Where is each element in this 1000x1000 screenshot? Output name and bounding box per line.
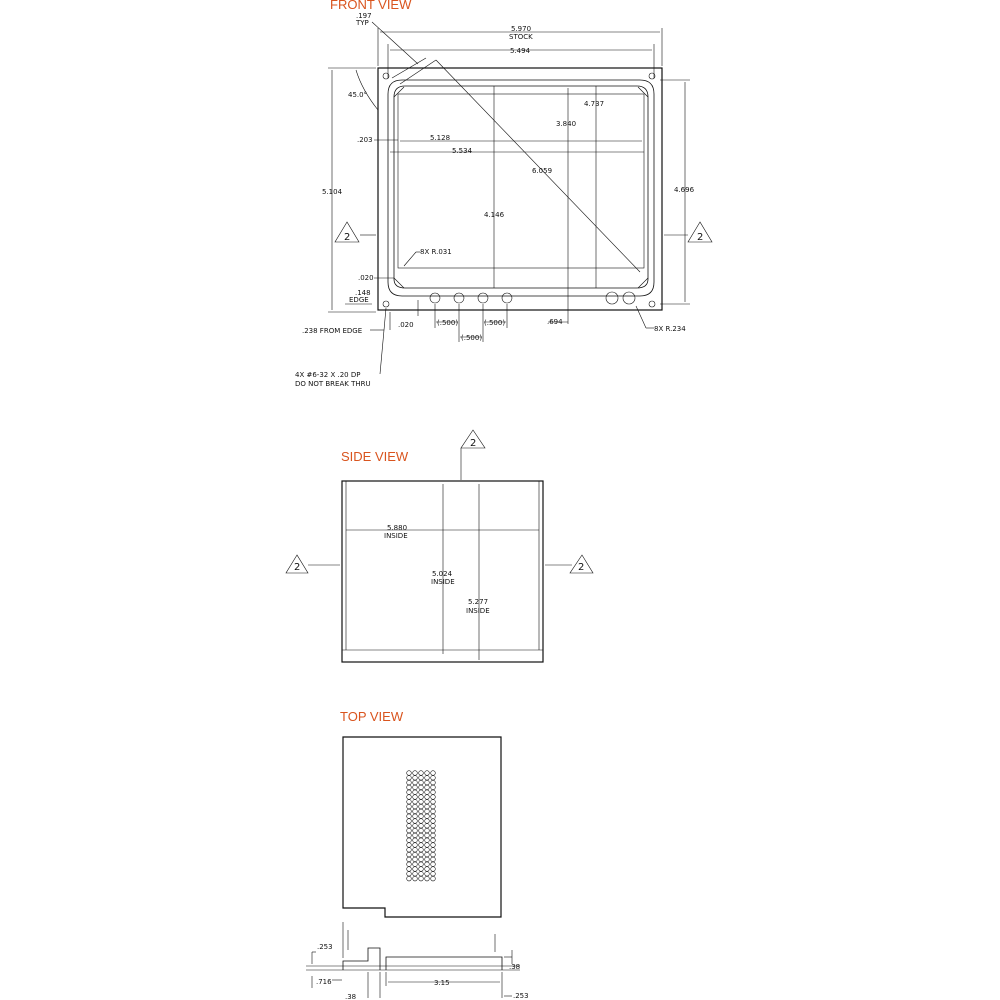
grid-hole [431, 771, 436, 776]
grid-hole [419, 848, 424, 853]
dim-4737: 4.737 [584, 100, 605, 108]
dim-6059: 6.059 [532, 167, 553, 175]
grid-hole [431, 876, 436, 881]
grid-hole [431, 824, 436, 829]
side-view [286, 430, 593, 662]
grid-hole [425, 785, 430, 790]
dim-edge: EDGE [349, 296, 369, 304]
grid-hole [425, 790, 430, 795]
dim-253a: .253 [317, 943, 333, 951]
grid-hole [413, 790, 418, 795]
grid-hole [413, 800, 418, 805]
grid-hole [413, 843, 418, 848]
grid-hole [419, 828, 424, 833]
dim-5880: 5.880 [387, 524, 408, 532]
grid-hole [413, 809, 418, 814]
grid-hole [425, 838, 430, 843]
grid-hole [431, 852, 436, 857]
grid-hole [413, 771, 418, 776]
grid-hole [407, 819, 412, 824]
grid-hole [413, 848, 418, 853]
dim-020a: .020 [358, 274, 374, 282]
grid-hole [407, 780, 412, 785]
front-window [398, 94, 644, 268]
port-3 [478, 293, 488, 303]
svg-text:2: 2 [294, 562, 301, 573]
grid-hole [419, 852, 424, 857]
dim-5494: 5.494 [510, 47, 531, 55]
grid-hole [419, 867, 424, 872]
grid-hole [413, 776, 418, 781]
grid-hole [431, 848, 436, 853]
grid-hole [407, 771, 412, 776]
grid-hole [413, 828, 418, 833]
grid-hole [419, 809, 424, 814]
grid-hole [431, 833, 436, 838]
grid-hole [431, 838, 436, 843]
grid-hole [407, 833, 412, 838]
svg-text:2: 2 [578, 562, 585, 573]
grid-hole [407, 852, 412, 857]
front-pocket-outer [388, 80, 654, 296]
svg-text:2: 2 [697, 232, 704, 243]
grid-hole [413, 838, 418, 843]
grid-hole [425, 795, 430, 800]
grid-hole [419, 771, 424, 776]
grid-hole [431, 828, 436, 833]
grid-hole [419, 800, 424, 805]
grid-hole [419, 776, 424, 781]
grid-hole [431, 819, 436, 824]
grid-hole [425, 819, 430, 824]
grid-hole [431, 795, 436, 800]
grid-hole [419, 824, 424, 829]
dim-r031: 8X R.031 [420, 248, 452, 256]
grid-hole [413, 833, 418, 838]
hole-grid [407, 771, 436, 881]
dim-020b: .020 [398, 321, 414, 329]
grid-hole [425, 852, 430, 857]
dim-253b: .253 [513, 992, 529, 1000]
grid-hole [431, 804, 436, 809]
grid-hole [419, 843, 424, 848]
grid-hole [407, 790, 412, 795]
grid-hole [413, 867, 418, 872]
dim-38a: .38 [345, 993, 357, 1000]
grid-hole [413, 862, 418, 867]
grid-hole [407, 795, 412, 800]
front-view-title: FRONT VIEW [330, 0, 412, 12]
grid-hole [413, 780, 418, 785]
front-plate-outline [378, 68, 662, 310]
grid-hole [425, 771, 430, 776]
note-tap: 4X #6-32 X .20 DP [295, 371, 361, 379]
grid-hole [425, 876, 430, 881]
grid-hole [419, 814, 424, 819]
grid-hole [419, 790, 424, 795]
front-pocket-inner [394, 86, 648, 288]
dim-from-edge: .238 FROM EDGE [302, 327, 363, 335]
grid-hole [431, 800, 436, 805]
dim-typ-sub: TYP [356, 19, 369, 27]
dim-5277-sub: INSIDE [466, 607, 490, 615]
grid-hole [425, 804, 430, 809]
grid-hole [407, 804, 412, 809]
port-6 [623, 292, 635, 304]
dim-5277: 5.277 [468, 598, 489, 606]
grid-hole [431, 785, 436, 790]
top-view [343, 737, 501, 917]
grid-hole [419, 785, 424, 790]
port-2 [454, 293, 464, 303]
grid-hole [425, 814, 430, 819]
dim-p500c: (.500) [461, 334, 483, 342]
dim-r234: 8X R.234 [654, 325, 686, 333]
grid-hole [431, 780, 436, 785]
mount-hole-bl [383, 301, 389, 307]
grid-hole [407, 838, 412, 843]
dim-angle: 45.0° [348, 91, 368, 99]
grid-hole [431, 872, 436, 877]
dim-148: .148 [355, 289, 371, 297]
grid-hole [431, 790, 436, 795]
grid-hole [407, 809, 412, 814]
dim-4146: 4.146 [484, 211, 505, 219]
grid-hole [425, 776, 430, 781]
mount-hole-br [649, 301, 655, 307]
grid-hole [407, 862, 412, 867]
top-outline [343, 737, 501, 917]
grid-hole [425, 833, 430, 838]
grid-hole [407, 848, 412, 853]
grid-hole [407, 867, 412, 872]
note-break: DO NOT BREAK THRU [295, 380, 371, 388]
dim-5104: 5.104 [322, 188, 343, 196]
grid-hole [425, 867, 430, 872]
dim-4696: 4.696 [674, 186, 695, 194]
grid-hole [419, 876, 424, 881]
grid-hole [419, 795, 424, 800]
grid-hole [431, 862, 436, 867]
grid-hole [425, 843, 430, 848]
svg-text:2: 2 [470, 438, 477, 449]
grid-hole [419, 857, 424, 862]
dim-716: .716 [316, 978, 332, 986]
grid-hole [413, 876, 418, 881]
side-view-title: SIDE VIEW [341, 449, 409, 464]
grid-hole [425, 824, 430, 829]
grid-hole [431, 857, 436, 862]
dim-694: .694 [547, 318, 563, 326]
grid-hole [413, 795, 418, 800]
grid-hole [419, 819, 424, 824]
dim-203: .203 [357, 136, 373, 144]
grid-hole [407, 843, 412, 848]
grid-hole [413, 814, 418, 819]
grid-hole [413, 785, 418, 790]
grid-hole [419, 862, 424, 867]
grid-hole [407, 776, 412, 781]
grid-hole [413, 819, 418, 824]
port-5 [606, 292, 618, 304]
svg-text:2: 2 [344, 232, 351, 243]
grid-hole [419, 833, 424, 838]
grid-hole [431, 867, 436, 872]
dim-5024-sub: INSIDE [431, 578, 455, 586]
dim-p500b: (.500) [484, 319, 506, 327]
grid-hole [425, 848, 430, 853]
grid-hole [407, 800, 412, 805]
dim-stock: 5.970 [511, 25, 532, 33]
grid-hole [419, 804, 424, 809]
grid-hole [425, 862, 430, 867]
dim-5534: 5.534 [452, 147, 473, 155]
grid-hole [413, 872, 418, 877]
grid-hole [413, 857, 418, 862]
dim-38b: .38 [509, 963, 521, 971]
grid-hole [407, 857, 412, 862]
grid-hole [419, 838, 424, 843]
grid-hole [431, 843, 436, 848]
grid-hole [425, 872, 430, 877]
dim-3840: 3.840 [556, 120, 577, 128]
grid-hole [407, 814, 412, 819]
dim-5880-sub: INSIDE [384, 532, 408, 540]
top-view-title: TOP VIEW [340, 709, 404, 724]
grid-hole [413, 804, 418, 809]
grid-hole [425, 828, 430, 833]
grid-hole [431, 814, 436, 819]
grid-hole [425, 800, 430, 805]
grid-hole [413, 852, 418, 857]
front-view [295, 12, 712, 388]
grid-hole [419, 872, 424, 877]
grid-hole [407, 828, 412, 833]
grid-hole [431, 809, 436, 814]
dim-5024: 5.024 [432, 570, 453, 578]
profile-view [306, 922, 529, 1000]
dim-315: 3.15 [434, 979, 450, 987]
grid-hole [407, 785, 412, 790]
port-4 [502, 293, 512, 303]
dim-typ: .197 [356, 12, 372, 20]
grid-hole [425, 857, 430, 862]
dim-stock-sub: STOCK [509, 33, 533, 41]
grid-hole [407, 872, 412, 877]
grid-hole [419, 780, 424, 785]
grid-hole [413, 824, 418, 829]
grid-hole [431, 776, 436, 781]
port-1 [430, 293, 440, 303]
grid-hole [425, 809, 430, 814]
dim-5128: 5.128 [430, 134, 451, 142]
dim-p500a: (.500) [437, 319, 459, 327]
grid-hole [425, 780, 430, 785]
grid-hole [407, 876, 412, 881]
grid-hole [407, 824, 412, 829]
